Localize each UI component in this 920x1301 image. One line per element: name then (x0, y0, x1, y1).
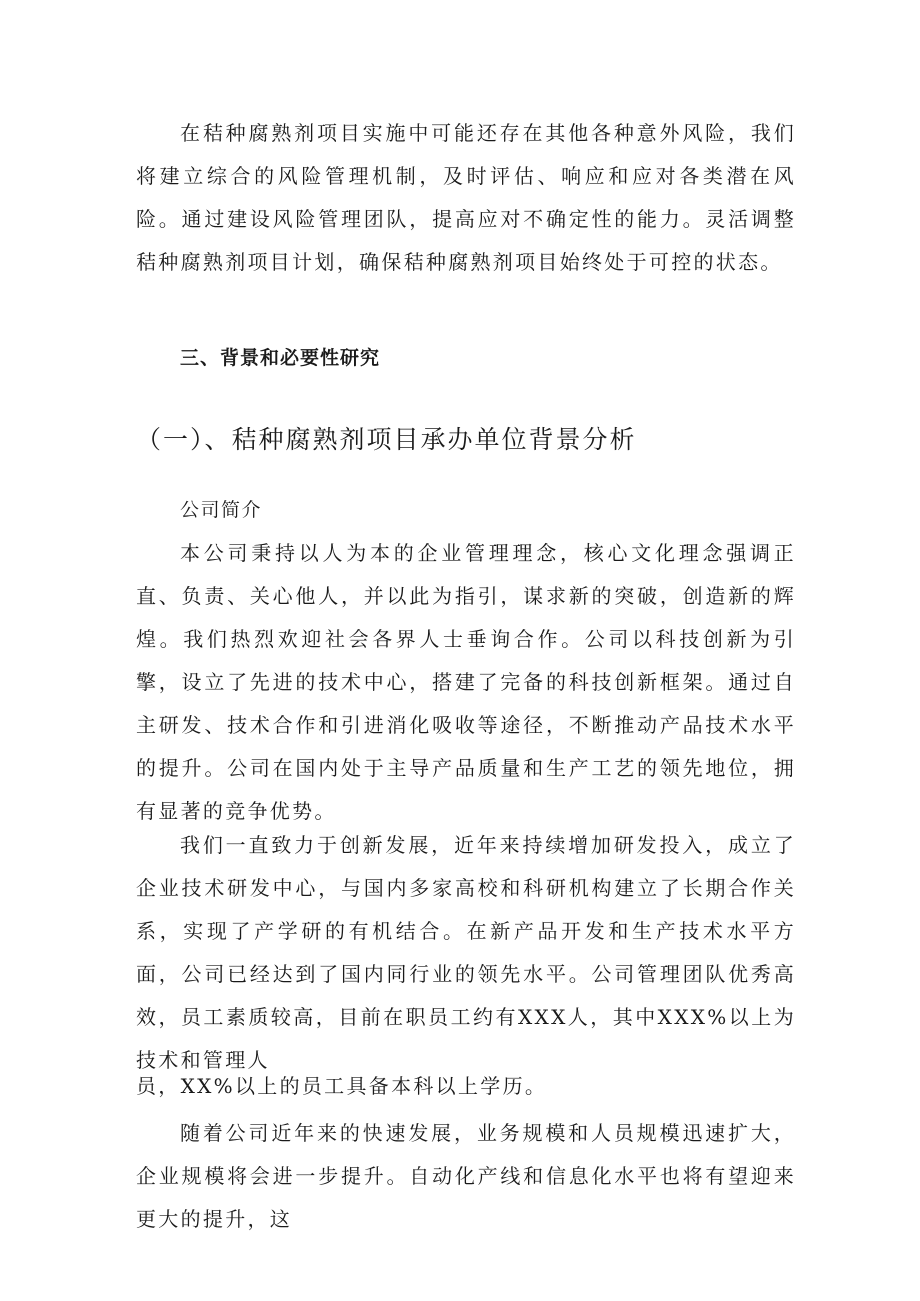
subsection-heading: （一）、秸种腐熟剂项目承办单位背景分析 (136, 425, 637, 454)
risk-paragraph: 在秸种腐熟剂项目实施中可能还存在其他各种意外风险，我们将建立综合的风险管理机制，及时评估、响应和应对各类潜在风险。通过建设风险管理团队，提高应对不确定性的能力。灵活调整秸种腐熟剂项目计划，确保秸种腐熟剂项目始终处于可控的状态。 (136, 121, 796, 274)
company-intro-label: 公司简介 (180, 499, 263, 521)
growth-paragraph: 随着公司近年来的快速发展，业务规模和人员规模迅速扩大，企业规模将会进一步提升。自动化产线和信息化水平也将有望迎来更大的提升，这 (136, 1121, 796, 1231)
culture-paragraph: 本公司秉持以人为本的企业管理理念，核心文化理念强调正直、负责、关心他人，并以此为指引，谋求新的突破，创造新的辉煌。我们热烈欢迎社会各界人士垂询合作。公司以科技创新为引擎，设立了先进的技术中心，搭建了完备的科技创新框架。通过自主研发、技术合作和引进消化吸收等途径，不断推动产品技术水平的提升。公司在国内处于主导产品质量和生产工艺的领先地位，拥有显著的竞争优势。 (136, 541, 796, 823)
staff-education-line: 员，XX%以上的员工具备本科以上学历。 (136, 1074, 548, 1098)
section-heading: 三、背景和必要性研究 (180, 347, 381, 369)
innovation-paragraph: 我们一直致力于创新发展，近年来持续增加研发投入，成立了企业技术研发中心，与国内多家高校和科研机构建立了长期合作关系，实现了产学研的有机结合。在新产品开发和生产技术水平方面，公司已经达到了国内同行业的领先水平。公司管理团队优秀高效，员工素质较高，目前在职员工约有XXX人，其中XXX%以上为技术和管理人 (136, 833, 796, 1072)
